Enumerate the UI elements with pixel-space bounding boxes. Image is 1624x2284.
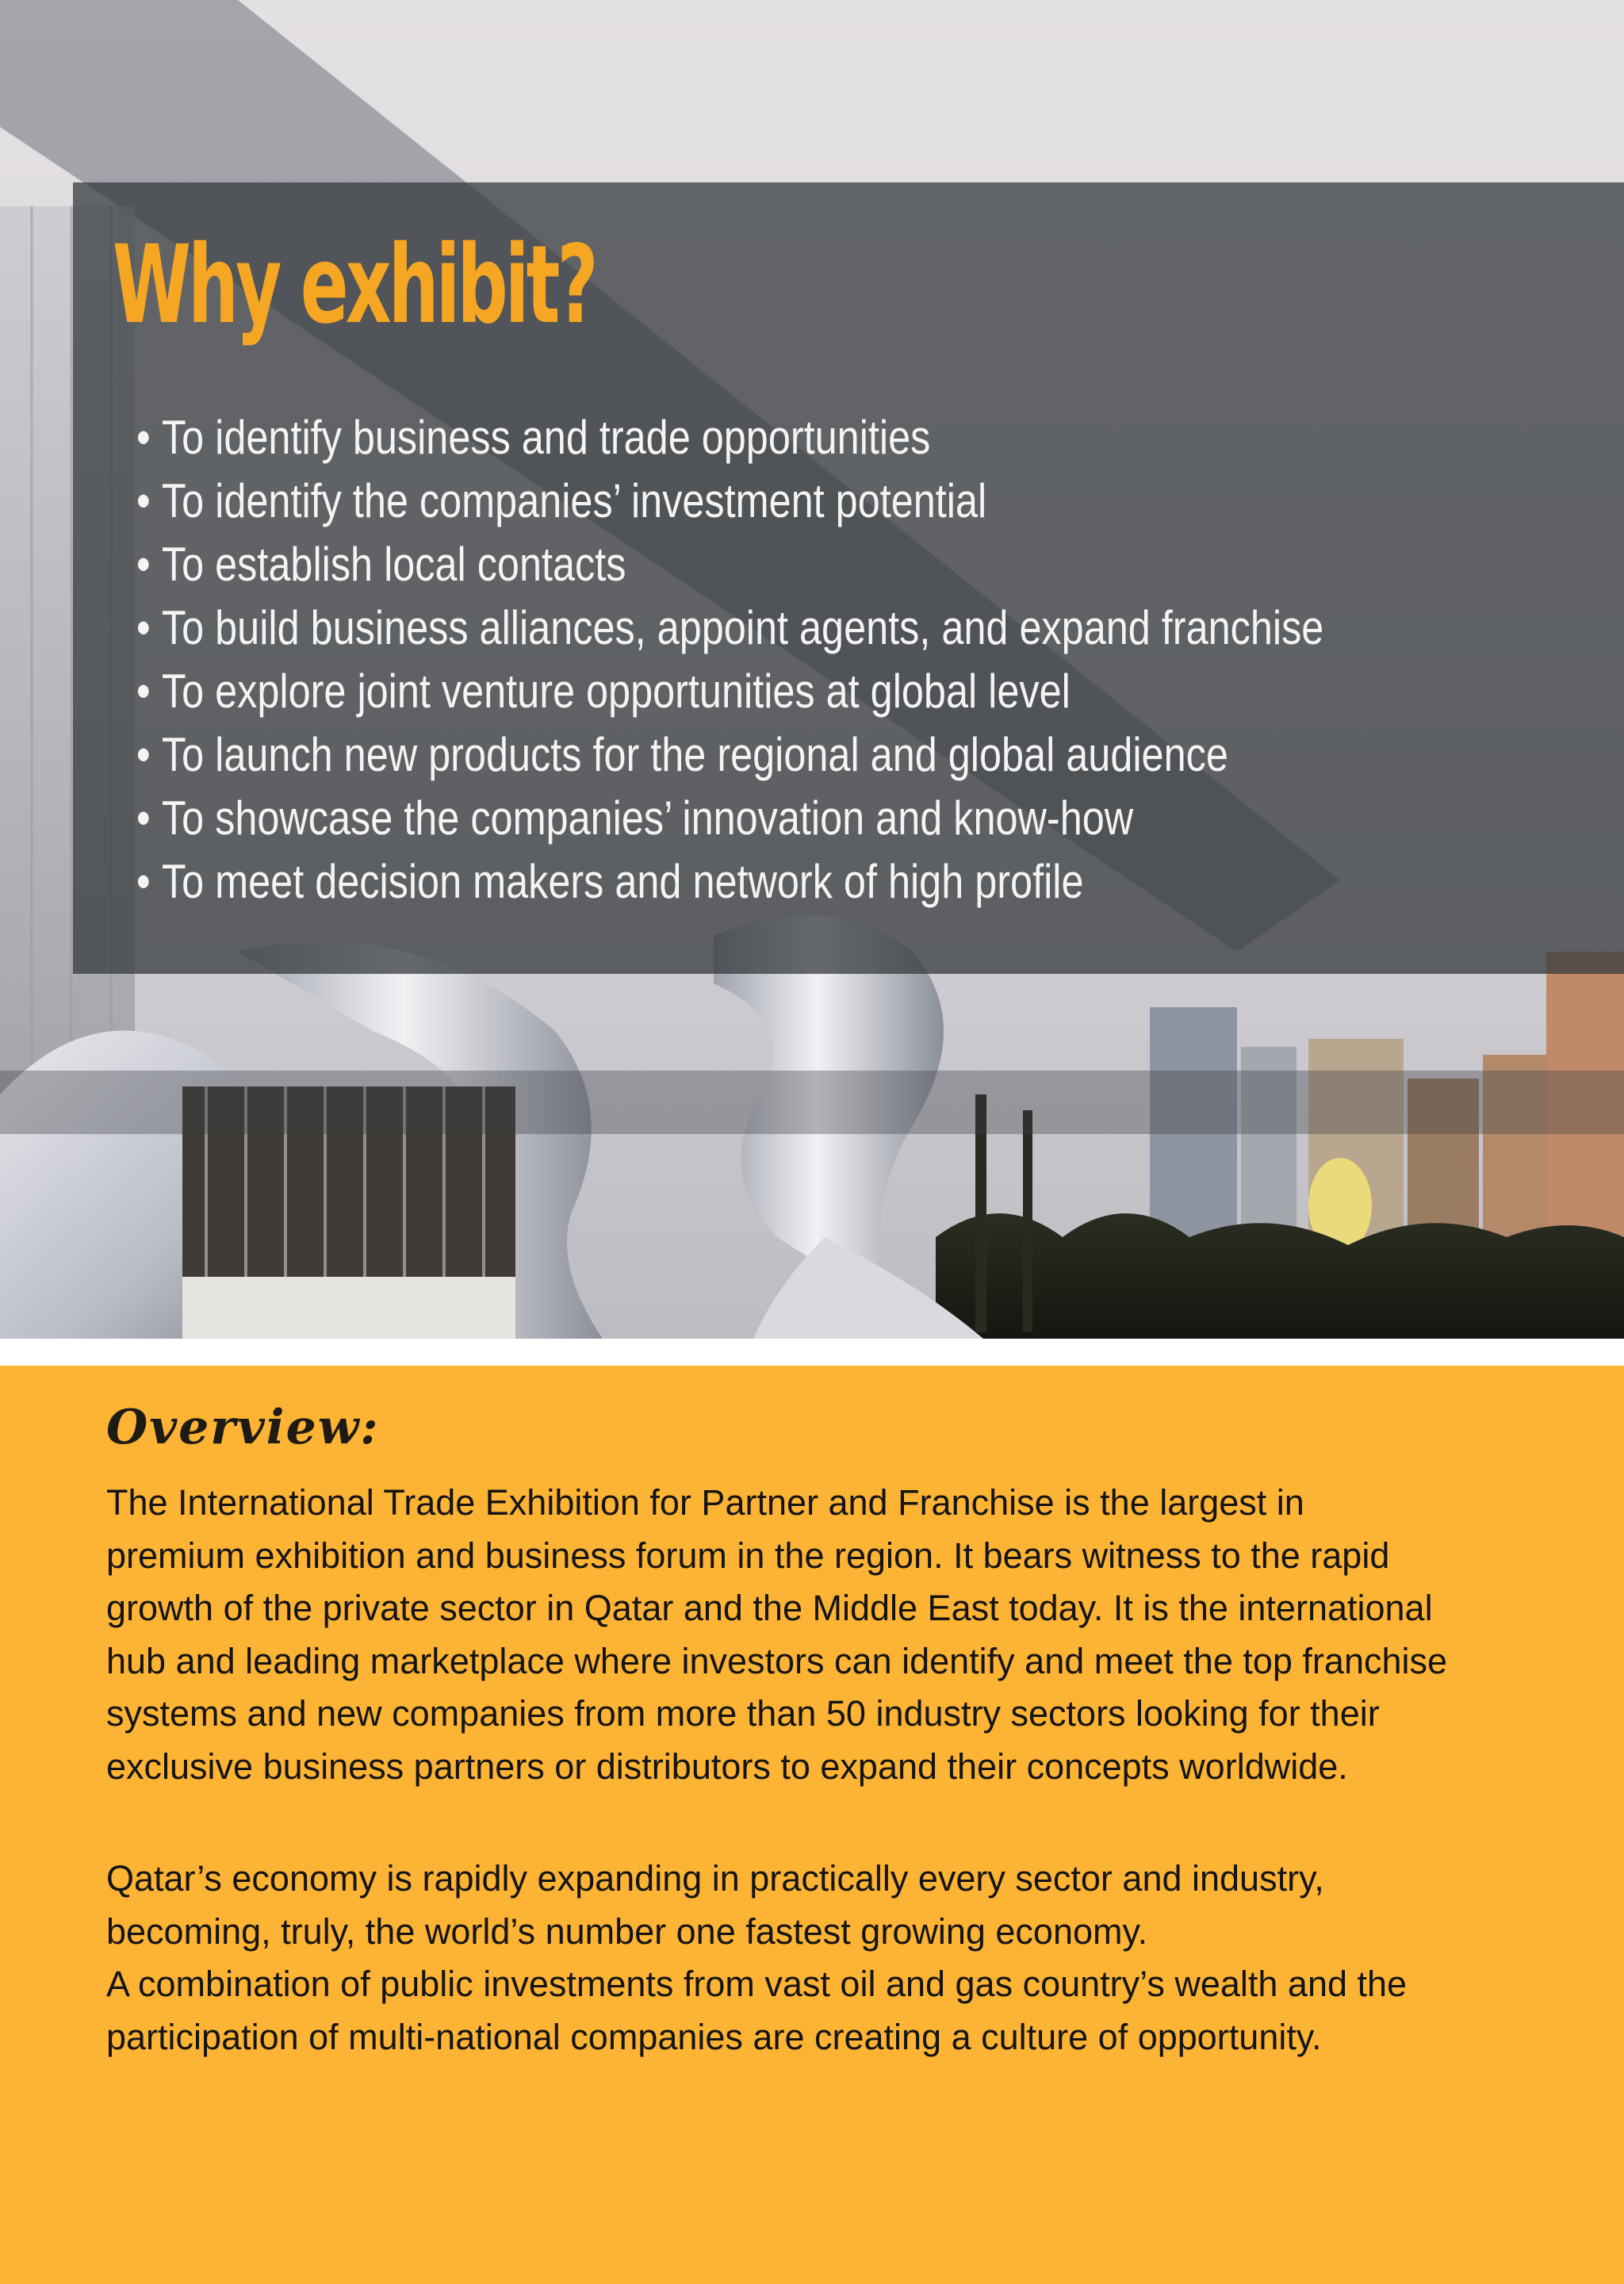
list-item: • To meet decision makers and network of high profile [136, 850, 1323, 914]
paragraph-line: exclusive business partners or distributors to expand their concepts worldwide. [106, 1746, 1348, 1787]
paragraph-line: hub and leading marketplace where investors can identify and meet the top franchise [106, 1640, 1448, 1681]
overview-title: Overview: [106, 1400, 380, 1455]
list-item: • To establish local contacts [136, 533, 1323, 596]
bullet-icon: • [136, 411, 151, 464]
bullet-icon: • [136, 791, 151, 845]
why-exhibit-title: Why exhibit? [113, 223, 596, 348]
why-exhibit-list [136, 406, 1550, 914]
overview-paragraph-1 [106, 1477, 1542, 1793]
list-item: • To explore joint venture opportunities at global level [136, 660, 1323, 723]
paragraph-line: The International Trade Exhibition for Partner and Franchise is the largest in [106, 1482, 1304, 1523]
bullet-icon: • [136, 728, 151, 781]
list-item: • To identify business and trade opportunities [136, 406, 1323, 469]
paragraph-line: A combination of public investments from vast oil and gas country’s wealth and the [106, 1964, 1408, 2004]
bullet-icon: • [136, 474, 151, 527]
list-item: • To launch new products for the regional and global audience [136, 723, 1323, 787]
bullet-icon: • [136, 855, 151, 908]
bullet-icon: • [136, 538, 151, 591]
section-divider [0, 1339, 1624, 1366]
paragraph-line: premium exhibition and business forum in the region. It bears witness to the rapid [106, 1535, 1390, 1576]
paragraph-line: Qatar’s economy is rapidly expanding in practically every sector and industry, [106, 1858, 1324, 1899]
bullet-icon: • [136, 665, 151, 718]
list-item: • To identify the companies’ investment potential [136, 469, 1323, 533]
overview-paragraph-2 [106, 1853, 1542, 2064]
paragraph-line: growth of the private sector in Qatar and the Middle East today. It is the international [106, 1588, 1433, 1628]
list-item: • To showcase the companies’ innovation and know-how [136, 787, 1323, 850]
paragraph-line: participation of multi-national companies are creating a culture of opportunity. [106, 2016, 1322, 2057]
bullet-icon: • [136, 601, 151, 654]
paragraph-line: systems and new companies from more than 50 industry sectors looking for their [106, 1693, 1380, 1734]
list-item: • To build business alliances, appoint agents, and expand franchise [136, 596, 1323, 660]
paragraph-line: becoming, truly, the world’s number one fastest growing economy. [106, 1910, 1148, 1952]
